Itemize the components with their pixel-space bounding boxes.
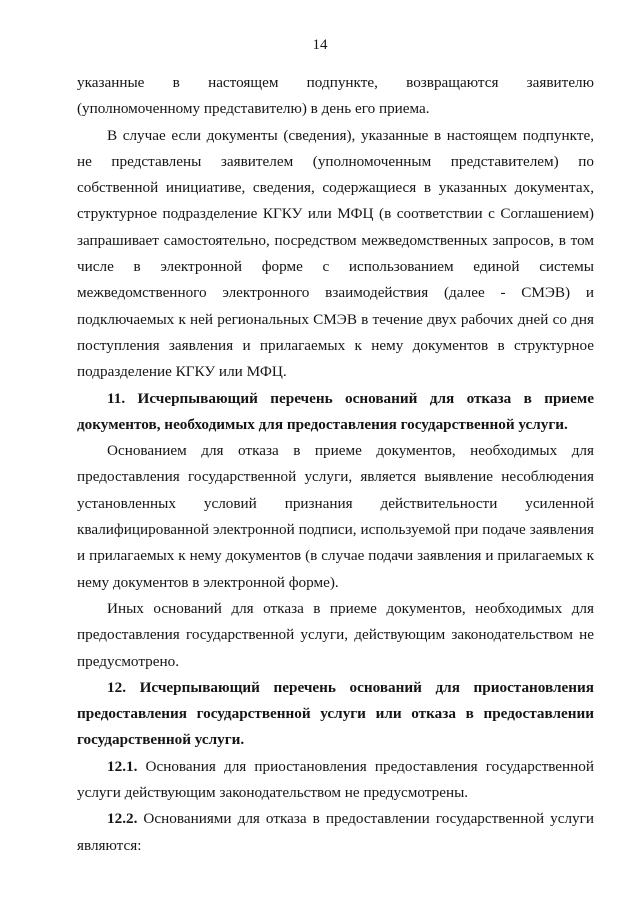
paragraph-no-other-grounds: Иных оснований для отказа в приеме документов, необходимых для предоставления государственной услуги, действующим законодательством не предусмотрено. bbox=[77, 599, 594, 670]
clause-number-12-2: 12.2. bbox=[107, 810, 138, 828]
page-number: 14 bbox=[312, 37, 328, 53]
section-heading-12: 12. Исчерпывающий перечень оснований для приостановления предоставления государственной услуги или отказа в предоставлении государственной услуги. bbox=[77, 678, 594, 749]
section-heading-11: 11. Исчерпывающий перечень оснований для отказа в приеме документов, необходимых для предоставления государственной услуги. bbox=[77, 389, 594, 433]
paragraph-refusal-basis: Основанием для отказа в приеме документов, необходимых для предоставления государственной услуги, является выявление несоблюдения установленных условий признания действительности усиленной квалифицированной электронной подписи, используемой при подаче заявления и прилагаемых к нему документов (в случае подачи заявления и прилагаемых к нему документов в электронной форме). bbox=[77, 442, 594, 591]
clause-number-12-1: 12.1. bbox=[107, 757, 138, 775]
paragraph-continuation: указанные в настоящем подпункте, возвращаются заявителю (уполномоченному представителю) в день его приема. bbox=[77, 74, 594, 118]
clause-text-12-1: Основания для приостановления предоставления государственной услуги действующим законодательством не предусмотрены. bbox=[77, 757, 595, 802]
paragraph-12-1 bbox=[77, 754, 594, 807]
paragraph-12-2 bbox=[77, 806, 594, 859]
paragraph-interagency-requests: В случае если документы (сведения), указанные в настоящем подпункте, не представлены заявителем (уполномоченным представителем) по собственной инициативе, сведения, содержащиеся в указанных документах, структурное подразделение КГКУ или МФЦ (в соответствии с Соглашением) запрашивает самостоятельно, посредством межведомственных запросов, в том числе в электронной форме с использованием единой системы межведомственного электронного взаимодействия (далее - СМЭВ) и подключаемых к ней региональных СМЭВ в течение двух рабочих дней со дня поступления заявления и прилагаемых к нему документов в структурное подразделение КГКУ или МФЦ. bbox=[77, 126, 594, 381]
clause-text-12-2: Основаниями для отказа в предоставлении государственной услуги являются: bbox=[77, 810, 594, 854]
document-body bbox=[77, 70, 594, 859]
